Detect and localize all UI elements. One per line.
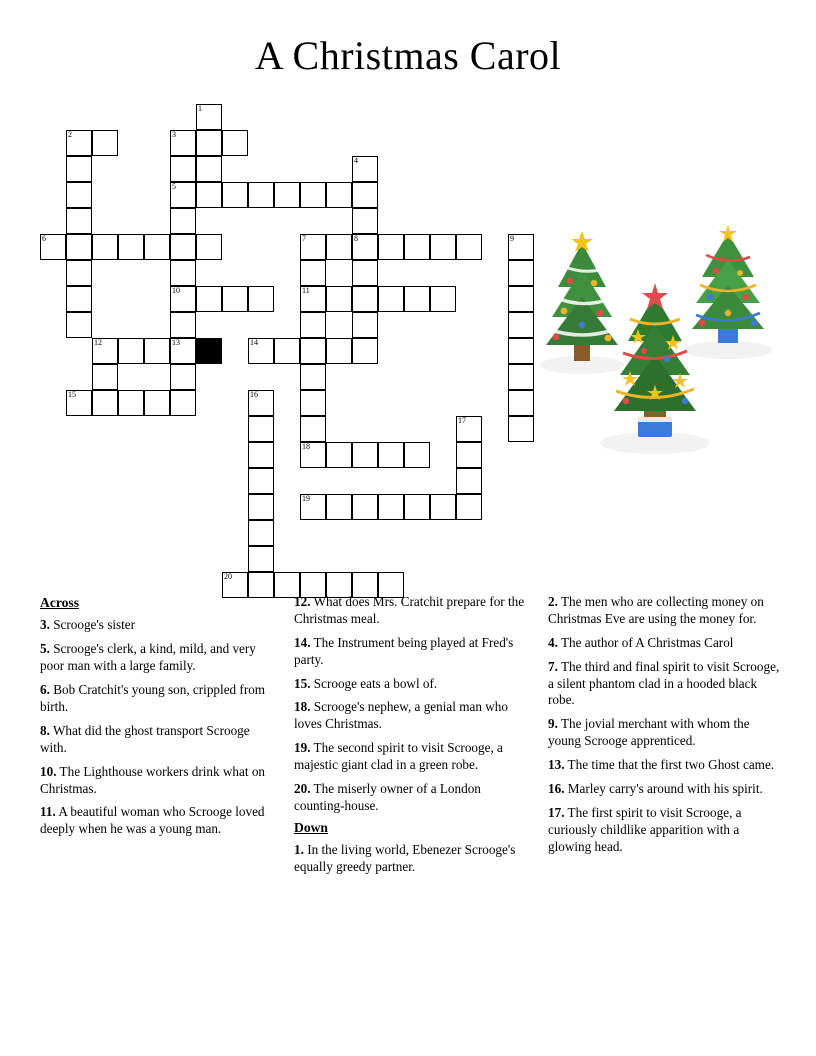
grid-cell[interactable] [118, 234, 144, 260]
grid-cell-number: 4 [354, 156, 358, 165]
grid-cell[interactable] [300, 416, 326, 442]
across-clue-text: Scrooge eats a bowl of. [310, 675, 438, 691]
grid-cell[interactable] [144, 234, 170, 260]
grid-cell[interactable] [430, 286, 456, 312]
grid-cell[interactable] [352, 338, 378, 364]
across-clue-text: The Lighthouse workers drink what on Christmas. [40, 763, 266, 796]
grid-cell[interactable] [300, 286, 326, 312]
grid-cell[interactable] [248, 416, 274, 442]
across-clue [40, 804, 272, 838]
down-heading: Down [294, 819, 328, 835]
down-clue [548, 781, 780, 798]
across-clue [40, 641, 272, 675]
grid-cell[interactable] [404, 442, 430, 468]
across-clue-number: 8. [40, 722, 50, 738]
down-clue-number: 9. [548, 716, 558, 732]
down-clue-text: In the living world, Ebenezer Scrooge's equally greedy partner. [294, 842, 516, 875]
grid-cell[interactable] [404, 234, 430, 260]
across-heading: Across [40, 595, 80, 610]
grid-cell[interactable] [326, 182, 352, 208]
grid-cell[interactable] [300, 494, 326, 520]
grid-cell[interactable] [66, 286, 92, 312]
grid-cell-number: 15 [68, 390, 76, 399]
across-clue-number: 15. [294, 675, 311, 691]
down-clue [548, 594, 780, 628]
grid-cell[interactable] [248, 338, 274, 364]
grid-cell[interactable] [92, 234, 118, 260]
grid-cell[interactable] [352, 156, 378, 182]
grid-cell[interactable] [170, 234, 196, 260]
page-title: A Christmas Carol [254, 33, 562, 78]
across-clue-text: Bob Cratchit's young son, crippled from birth. [40, 682, 266, 714]
grid-cell[interactable] [300, 312, 326, 338]
grid-cell[interactable] [430, 494, 456, 520]
clues-container [40, 594, 780, 964]
grid-cell-number: 6 [42, 234, 46, 243]
grid-cell[interactable] [326, 494, 352, 520]
across-clue [40, 764, 272, 798]
grid-cell[interactable] [456, 494, 482, 520]
grid-cell[interactable] [300, 182, 326, 208]
down-clue-text: The men who are collecting money on Christmas Eve are using the money for. [548, 594, 764, 626]
grid-cell[interactable] [118, 390, 144, 416]
grid-cell-number: 1 [198, 104, 202, 113]
across-clue-text: The Instrument being played at Fred's party. [294, 634, 514, 667]
grid-cell[interactable] [248, 286, 274, 312]
grid-cell[interactable] [326, 442, 352, 468]
grid-cell[interactable] [196, 130, 222, 156]
grid-cell[interactable] [40, 234, 66, 260]
left-tree [546, 231, 618, 361]
grid-cell[interactable] [170, 312, 196, 338]
grid-cell[interactable] [326, 234, 352, 260]
grid-cell[interactable] [170, 208, 196, 234]
across-clue [294, 699, 526, 733]
grid-cell[interactable] [196, 156, 222, 182]
grid-cell[interactable] [170, 130, 196, 156]
across-clue-number: 12. [294, 594, 311, 609]
grid-cell-number: 5 [172, 182, 176, 191]
across-clue [294, 594, 526, 628]
down-clue-text: The jovial merchant with whom the young Scrooge apprenticed. [548, 716, 750, 749]
across-clue-text: Scrooge's sister [49, 617, 136, 633]
down-clue-number: 17. [548, 804, 565, 820]
grid-cell[interactable] [196, 182, 222, 208]
across-clue-text: The second spirit to visit Scrooge, a majestic giant clad in a green robe. [294, 740, 503, 773]
grid-cell[interactable] [248, 182, 274, 208]
grid-cell-blocked [196, 338, 222, 364]
grid-cell[interactable] [196, 286, 222, 312]
grid-cell[interactable] [352, 286, 378, 312]
grid-cell[interactable] [248, 494, 274, 520]
right-tree [692, 225, 764, 343]
across-clue [40, 682, 272, 716]
grid-cell[interactable] [300, 390, 326, 416]
grid-cell-number: 10 [172, 286, 180, 295]
grid-cell[interactable] [300, 234, 326, 260]
down-clue-number: 2. [548, 594, 558, 609]
grid-cell-number: 17 [458, 416, 466, 425]
grid-cell-number: 18 [302, 442, 310, 451]
grid-cell[interactable] [456, 442, 482, 468]
grid-cell[interactable] [300, 442, 326, 468]
grid-cell[interactable] [66, 130, 92, 156]
grid-cell[interactable] [456, 234, 482, 260]
grid-cell[interactable] [404, 286, 430, 312]
down-clue-text: Marley carry's around with his spirit. [564, 781, 763, 797]
grid-cell[interactable] [300, 364, 326, 390]
grid-cell[interactable] [66, 156, 92, 182]
grid-cell[interactable] [170, 390, 196, 416]
grid-cell[interactable] [66, 390, 92, 416]
crossword-grid[interactable] [40, 104, 540, 584]
across-clue-number: 5. [40, 641, 50, 657]
down-clue [294, 842, 526, 876]
across-clue-text: What did the ghost transport Scrooge with. [40, 722, 250, 755]
grid-cell[interactable] [430, 234, 456, 260]
grid-cell-number: 2 [68, 130, 72, 139]
down-clue [548, 635, 780, 652]
across-clue [294, 676, 526, 693]
grid-cell-number: 3 [172, 130, 176, 139]
down-clue-text: The author of A Christmas Carol [557, 634, 734, 650]
grid-cell[interactable] [378, 494, 404, 520]
across-clue-text: The miserly owner of a London counting-house. [294, 781, 481, 813]
grid-cell[interactable] [326, 286, 352, 312]
grid-cell[interactable] [170, 156, 196, 182]
grid-cell[interactable] [144, 390, 170, 416]
down-clue-text: The first spirit to visit Scrooge, a curiously childlike apparition with a glowing head. [548, 804, 742, 854]
christmas-trees-illustration [530, 225, 780, 465]
grid-cell[interactable] [378, 442, 404, 468]
across-clue [40, 723, 272, 757]
grid-cell[interactable] [352, 208, 378, 234]
across-clue [40, 617, 272, 634]
across-clue-number: 19. [294, 740, 311, 756]
grid-cell[interactable] [326, 338, 352, 364]
grid-cell-number: 16 [250, 390, 258, 399]
across-clue-number: 11. [40, 804, 56, 820]
grid-cell-number: 19 [302, 494, 310, 503]
grid-cell[interactable] [352, 234, 378, 260]
grid-cell[interactable] [222, 130, 248, 156]
across-clue [294, 740, 526, 774]
grid-cell-number: 13 [172, 338, 180, 347]
grid-cell[interactable] [118, 338, 144, 364]
grid-cell[interactable] [274, 338, 300, 364]
grid-cell-number: 20 [224, 572, 232, 581]
grid-cell[interactable] [92, 130, 118, 156]
grid-cell[interactable] [170, 260, 196, 286]
grid-cell[interactable] [66, 182, 92, 208]
grid-cell-number: 12 [94, 338, 102, 347]
across-clue-number: 10. [40, 763, 57, 779]
grid-cell[interactable] [248, 520, 274, 546]
grid-cell[interactable] [352, 182, 378, 208]
grid-cell[interactable] [274, 182, 300, 208]
grid-cell[interactable] [248, 390, 274, 416]
grid-cell-number: 14 [250, 338, 258, 347]
across-clue-text: Scrooge's nephew, a genial man who loves Christmas. [294, 699, 508, 732]
grid-cell[interactable] [170, 364, 196, 390]
down-clue-text: The time that the first two Ghost came. [564, 757, 775, 773]
grid-cell[interactable] [92, 338, 118, 364]
grid-cell[interactable] [222, 286, 248, 312]
grid-cell[interactable] [248, 546, 274, 572]
grid-cell[interactable] [144, 338, 170, 364]
across-clue-number: 6. [40, 682, 50, 698]
grid-cell[interactable] [456, 468, 482, 494]
down-clue [548, 757, 780, 774]
across-clue-number: 18. [294, 699, 311, 715]
grid-cell[interactable] [92, 364, 118, 390]
grid-cell[interactable] [404, 494, 430, 520]
down-clue [548, 716, 780, 750]
grid-cell[interactable] [352, 494, 378, 520]
grid-cell-number: 8 [354, 234, 358, 243]
grid-cell[interactable] [66, 234, 92, 260]
down-clue-text: The third and final spirit to visit Scrooge, a silent phantom clad in a hooded black robe. [548, 658, 780, 708]
grid-cell[interactable] [170, 286, 196, 312]
grid-cell[interactable] [352, 312, 378, 338]
grid-cell[interactable] [248, 442, 274, 468]
grid-cell-number: 7 [302, 234, 306, 243]
grid-cell[interactable] [352, 260, 378, 286]
grid-cell[interactable] [300, 260, 326, 286]
down-clue [548, 659, 780, 710]
across-clue [294, 635, 526, 669]
down-clue-number: 7. [548, 658, 558, 674]
grid-cell[interactable] [196, 234, 222, 260]
grid-cell[interactable] [300, 338, 326, 364]
down-clue-number: 16. [548, 781, 565, 797]
grid-cell[interactable] [66, 312, 92, 338]
grid-cell[interactable] [170, 338, 196, 364]
down-clue-number: 13. [548, 757, 565, 773]
grid-cell-number: 9 [510, 234, 514, 243]
across-clue-text: A beautiful woman who Scrooge loved deeply when he was a young man. [40, 804, 265, 837]
down-clue-number: 4. [548, 634, 558, 650]
across-clue-number: 14. [294, 634, 311, 650]
grid-cell[interactable] [222, 182, 248, 208]
grid-cell[interactable] [196, 104, 222, 130]
down-clue [548, 805, 780, 856]
grid-cell[interactable] [378, 286, 404, 312]
grid-cell[interactable] [352, 442, 378, 468]
center-tree [614, 283, 696, 437]
grid-cell[interactable] [92, 390, 118, 416]
grid-cell[interactable] [456, 416, 482, 442]
across-clue-number: 3. [40, 617, 50, 633]
grid-cell[interactable] [248, 468, 274, 494]
down-clue-number: 1. [294, 842, 304, 858]
grid-cell[interactable] [170, 182, 196, 208]
grid-cell[interactable] [66, 260, 92, 286]
grid-cell-number: 11 [302, 286, 310, 295]
across-clue-text: What does Mrs. Cratchit prepare for the Christmas meal. [294, 594, 525, 626]
across-clue-number: 20. [294, 781, 311, 797]
grid-cell[interactable] [378, 234, 404, 260]
across-clue-text: Scrooge's clerk, a kind, mild, and very poor man with a large family. [40, 641, 256, 674]
grid-cell[interactable] [66, 208, 92, 234]
across-clue [294, 781, 526, 815]
